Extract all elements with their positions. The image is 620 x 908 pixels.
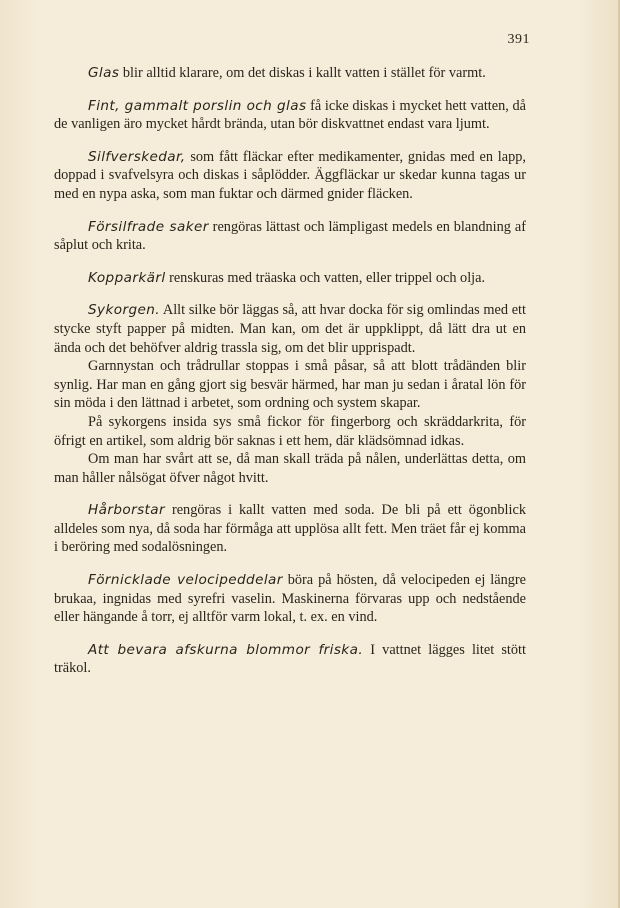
paragraph-kopparkarl (54, 269, 526, 288)
paragraph-velocipeddelar (54, 571, 526, 627)
paragraph-lead: Förnicklade velocipeddelar (88, 572, 283, 589)
paragraph-text: rengöras i kallt vatten med soda. De bli på ett ögonblick alldeles som nya, då soda har förmåga att upplösa allt fett. Men träet får ej komma i beröring med sodalösningen. (54, 502, 526, 556)
paragraph-silfverskedar (54, 148, 526, 204)
paragraph-lead: Försilfrade saker (88, 218, 209, 235)
paragraph-text: som fått fläckar efter medikamenter, gnidas med en lapp, doppad i svafvelsyra och diskas i såplödder. Äggfläckar ur skedar kunna tagas ur med en nypa aska, som man fuktar och därmed gnider fläcken. (54, 148, 526, 202)
paragraph-lead: Glas (88, 65, 120, 81)
paragraph-text: Garnnystan och trådrullar stoppas i små påsar, så att blott trådänden blir synlig. Har man en gång gjort sig besvär härmed, har man ju sedan i åratal lön för sin möda i den lättnad i arbetet, som ordning och system skapar. (54, 358, 526, 412)
paragraph-text: renskuras med träaska och vatten, eller trippel och olja. (165, 269, 486, 286)
page-body (54, 64, 526, 692)
paragraph-text: Om man har svårt att se, då man skall träda på nålen, underlättas detta, om man håller nålsögat öfver något hvitt. (54, 451, 526, 486)
paragraph-lead: Hårborstar (88, 502, 166, 519)
paragraph-forsilfrade (54, 218, 526, 255)
paragraph-sykorgen (54, 301, 526, 357)
paragraph-text: böra på hösten, då velocipeden ej längre brukaa, ingnidas med syrefri vaselin. Maskinerna förvaras upp och nedstående eller hängande å torr, ej alltför varm lokal, t. ex. en vind. (54, 572, 526, 626)
paragraph-porslin (54, 97, 526, 134)
paragraph-text: Allt silke bör läggas så, att hvar docka för sig omlindas med ett stycke styft papper på midten. Man kan, om det är uppklippt, då lätt dra ut en ända och det behöfver aldrig trassla sig, om det blir upprispadt. (54, 302, 526, 356)
paragraph-glas (54, 64, 526, 83)
paragraph-lead: Fint, gammalt porslin och glas (88, 97, 307, 114)
page-number: 391 (507, 32, 530, 47)
paragraph-text: få icke diskas i mycket hett vatten, då de vanligen äro mycket hårdt brända, utan bör diskvattnet endast vara ljumt. (54, 97, 527, 133)
paragraph-text: blir alltid klarare, om det diskas i kallt vatten i stället för varmt. (119, 65, 486, 81)
paragraph-fickor (54, 413, 526, 450)
paragraph-text: På sykorgens insida sys små fickor för fingerborg och skräddarkrita, för öfrigt en artikel, som aldrig bör saknas i ett hem, där klädsömnad idkas. (54, 413, 526, 449)
paragraph-lead: Sykorgen. (88, 302, 160, 319)
paragraph-blommor (54, 641, 526, 678)
paragraph-text: rengöras lättast och lämpligast medels en blandning af såplut och krita. (54, 218, 526, 254)
paragraph-lead: Att bevara afskurna blommor friska. (88, 641, 364, 658)
paragraph-nalen (54, 450, 526, 487)
paragraph-harborstar (54, 501, 526, 557)
paragraph-garnnystan (54, 357, 526, 413)
paragraph-text: I vattnet lägges litet stött träkol. (54, 641, 526, 677)
paragraph-lead: Kopparkärl (88, 269, 166, 286)
paragraph-lead: Silfverskedar, (88, 148, 186, 165)
